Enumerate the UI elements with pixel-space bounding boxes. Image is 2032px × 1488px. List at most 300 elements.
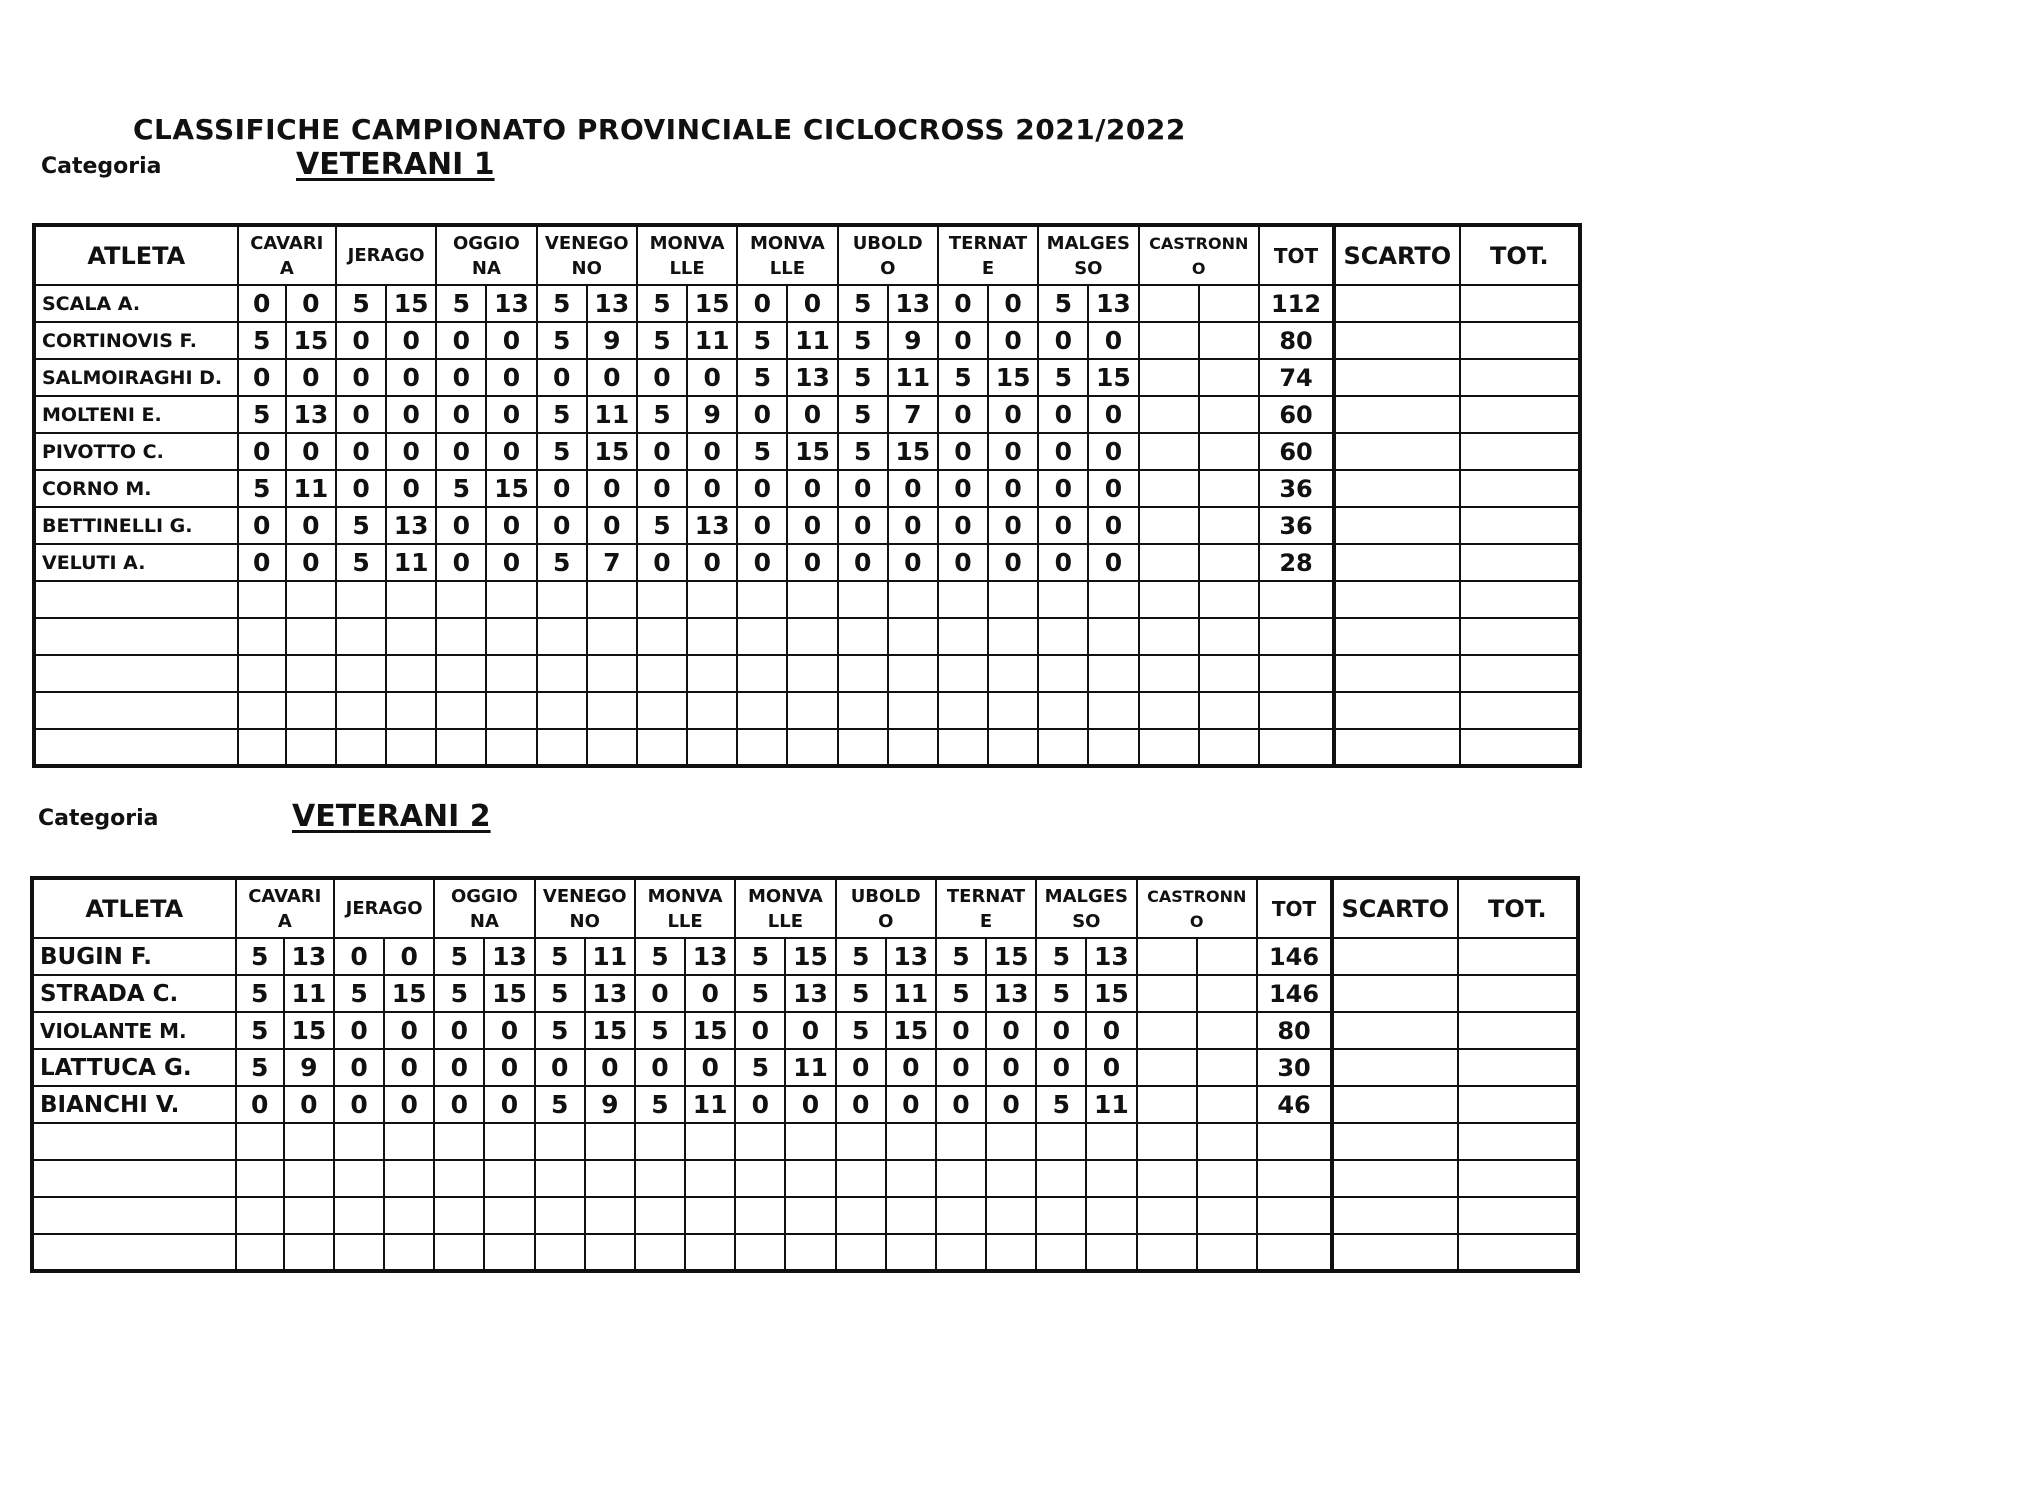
score-cell: 0 [635,1049,685,1086]
header-race-line: JERAGO [347,245,425,266]
score-cell: 5 [535,1012,585,1049]
score-cell: 5 [436,285,486,322]
score-cell: 5 [1036,975,1086,1012]
empty-cell [787,618,837,655]
final-total-cell [1460,396,1580,433]
empty-cell [1088,618,1138,655]
score-cell: 0 [1088,507,1138,544]
empty-cell [886,1160,936,1197]
header-race-line: OGGIO [450,885,518,907]
score-cell: 0 [1088,433,1138,470]
score-cell: 0 [336,322,386,359]
empty-cell [936,1160,986,1197]
score-cell: 0 [838,507,888,544]
score-cell: 0 [1088,322,1138,359]
header-race-1 [236,878,334,938]
score-cell: 0 [787,507,837,544]
empty-cell [838,655,888,692]
empty-row [34,581,1580,618]
score-cell-empty [1139,359,1199,396]
score-cell: 0 [587,359,637,396]
score-cell: 13 [486,285,536,322]
score-cell: 0 [687,433,737,470]
athlete-name: VELUTI A. [34,544,238,581]
empty-row [32,1234,1578,1271]
score-cell: 5 [1036,938,1086,975]
score-cell: 0 [787,544,837,581]
score-cell-empty [1199,396,1259,433]
scarto-cell [1334,285,1459,322]
score-cell: 5 [637,396,687,433]
score-cell: 0 [286,507,336,544]
score-cell: 5 [936,938,986,975]
score-cell: 0 [238,507,286,544]
score-cell: 5 [635,1012,685,1049]
empty-cell [436,729,486,766]
empty-cell [32,1160,236,1197]
athlete-name: VIOLANTE M. [32,1012,236,1049]
empty-cell [585,1123,635,1160]
score-cell: 0 [986,1049,1036,1086]
header-atleta: ATLETA [34,225,238,285]
score-cell: 0 [787,470,837,507]
scarto-cell [1332,1049,1457,1086]
score-cell: 0 [938,507,988,544]
score-cell: 5 [236,975,284,1012]
score-cell-empty [1139,285,1199,322]
empty-cell [1088,729,1138,766]
empty-cell [1334,618,1459,655]
empty-cell [486,618,536,655]
score-cell: 5 [838,285,888,322]
score-cell: 0 [334,938,384,975]
empty-cell [1139,729,1199,766]
score-cell: 0 [334,1049,384,1086]
score-cell: 7 [888,396,938,433]
empty-cell [888,655,938,692]
empty-cell [386,729,436,766]
empty-cell [286,692,336,729]
empty-cell [1086,1197,1136,1234]
score-cell: 0 [334,1012,384,1049]
athlete-name: BETTINELLI G. [34,507,238,544]
empty-cell [384,1197,434,1234]
table-row [34,470,1580,507]
empty-cell [537,581,587,618]
empty-cell [1199,618,1259,655]
empty-cell [1038,618,1088,655]
score-cell: 0 [787,396,837,433]
score-cell: 0 [286,433,336,470]
score-cell: 0 [988,433,1038,470]
score-cell: 13 [685,938,735,975]
score-cell: 11 [886,975,936,1012]
score-cell-empty [1139,396,1199,433]
scarto-cell [1332,975,1457,1012]
score-cell: 0 [238,544,286,581]
score-cell: 0 [486,322,536,359]
empty-cell [687,618,737,655]
header-race-line: LLE [669,257,705,279]
score-cell: 13 [886,938,936,975]
empty-cell [34,618,238,655]
empty-cell [888,618,938,655]
empty-cell [1199,581,1259,618]
score-cell: 0 [436,396,486,433]
scarto-cell [1334,433,1459,470]
score-cell: 5 [838,433,888,470]
score-cell: 0 [836,1049,886,1086]
empty-cell [737,581,787,618]
score-cell: 5 [1038,359,1088,396]
header-race-10 [1139,225,1259,285]
score-cell: 0 [687,544,737,581]
score-cell: 5 [737,322,787,359]
score-cell-empty [1199,359,1259,396]
score-cell: 15 [986,938,1036,975]
empty-cell [1038,581,1088,618]
table-row [34,322,1580,359]
scarto-cell [1334,544,1459,581]
score-cell-empty [1137,1012,1197,1049]
empty-cell [1088,692,1138,729]
score-cell: 0 [486,544,536,581]
empty-cell [1199,692,1259,729]
empty-cell [238,729,286,766]
empty-cell [1259,581,1334,618]
scarto-cell [1332,938,1457,975]
score-cell-empty [1199,285,1259,322]
score-cell: 0 [484,1086,534,1123]
header-race-line: UBOLD [852,232,923,254]
empty-cell [938,581,988,618]
empty-cell [836,1234,886,1271]
empty-cell [1199,655,1259,692]
empty-cell [236,1160,284,1197]
score-cell: 0 [735,1012,785,1049]
score-cell: 0 [735,1086,785,1123]
empty-cell [637,655,687,692]
score-cell: 11 [785,1049,835,1086]
veterani-2-table [30,876,1580,1273]
empty-cell [434,1234,484,1271]
total-cell: 112 [1259,285,1334,322]
empty-cell [486,692,536,729]
header-race-line: SO [1074,257,1103,279]
score-cell: 0 [1038,507,1088,544]
score-cell: 5 [637,507,687,544]
empty-cell [386,692,436,729]
score-cell: 0 [1038,433,1088,470]
empty-cell [284,1234,334,1271]
header-race-1 [238,225,336,285]
empty-cell [384,1234,434,1271]
score-cell: 5 [537,285,587,322]
score-cell: 0 [486,507,536,544]
score-cell: 5 [537,433,587,470]
empty-cell [1197,1197,1257,1234]
empty-cell [1257,1234,1332,1271]
empty-cell [687,581,737,618]
score-cell: 0 [1086,1049,1136,1086]
header-race-line: NA [469,910,499,932]
empty-cell [535,1197,585,1234]
empty-cell [785,1234,835,1271]
empty-cell [284,1160,334,1197]
empty-cell [1259,618,1334,655]
empty-cell [436,618,486,655]
table-row [32,975,1578,1012]
empty-row [34,618,1580,655]
empty-cell [587,581,637,618]
score-cell: 5 [938,359,988,396]
score-cell: 0 [637,433,687,470]
header-race-line: JERAGO [345,898,423,919]
header-race-line: TERNAT [946,885,1026,907]
empty-cell [1460,655,1580,692]
score-cell: 0 [238,359,286,396]
score-cell: 15 [1088,359,1138,396]
final-total-cell [1458,1012,1578,1049]
empty-cell [535,1123,585,1160]
score-cell: 0 [737,285,787,322]
score-cell: 5 [238,396,286,433]
header-race-line: VENEGO [542,885,627,907]
score-cell: 0 [384,938,434,975]
empty-cell [936,1123,986,1160]
empty-cell [888,692,938,729]
empty-row [34,729,1580,766]
score-cell: 5 [1038,285,1088,322]
veterani-1-table [32,223,1582,768]
score-cell: 0 [936,1086,986,1123]
empty-cell [334,1160,384,1197]
total-cell: 146 [1257,975,1332,1012]
final-total-cell [1458,1049,1578,1086]
score-cell-empty [1199,544,1259,581]
empty-cell [1257,1160,1332,1197]
score-cell: 13 [888,285,938,322]
header-race-line: LLE [767,910,804,932]
empty-cell [386,581,436,618]
empty-cell [587,618,637,655]
empty-cell [1036,1160,1086,1197]
empty-row [34,655,1580,692]
score-cell: 0 [988,544,1038,581]
score-cell: 15 [284,1012,334,1049]
score-cell: 13 [585,975,635,1012]
empty-cell [637,581,687,618]
score-cell: 5 [434,938,484,975]
athlete-name: LATTUCA G. [32,1049,236,1086]
table-row [34,396,1580,433]
empty-cell [286,655,336,692]
score-cell: 0 [1038,322,1088,359]
empty-cell [1086,1123,1136,1160]
total-cell: 146 [1257,938,1332,975]
score-cell: 0 [436,433,486,470]
score-cell: 0 [1038,544,1088,581]
score-cell: 0 [687,359,737,396]
empty-cell [484,1160,534,1197]
table-row [34,433,1580,470]
score-cell: 5 [737,359,787,396]
empty-cell [687,692,737,729]
header-race-line: NO [571,257,602,279]
score-cell: 13 [386,507,436,544]
athlete-name: MOLTENI E. [34,396,238,433]
score-cell: 0 [986,1086,1036,1123]
score-cell: 9 [687,396,737,433]
empty-cell [787,692,837,729]
score-cell: 11 [286,470,336,507]
score-cell: 13 [1086,938,1136,975]
header-race-line: O [880,257,896,279]
score-cell: 0 [436,507,486,544]
table-row [34,359,1580,396]
score-cell-empty [1139,507,1199,544]
total-cell: 28 [1259,544,1334,581]
score-cell: 5 [737,433,787,470]
empty-cell [1036,1123,1086,1160]
empty-cell [787,655,837,692]
header-race-line: A [277,910,292,932]
scarto-cell [1334,396,1459,433]
score-cell: 5 [535,938,585,975]
athlete-name: CORTINOVIS F. [34,322,238,359]
score-cell: 15 [286,322,336,359]
header-race-line: CASTRONN [1147,886,1247,906]
score-cell: 0 [938,470,988,507]
score-cell: 0 [537,470,587,507]
empty-cell [286,729,336,766]
score-cell: 0 [1088,470,1138,507]
score-cell: 0 [486,433,536,470]
scarto-cell [1334,322,1459,359]
empty-row [34,692,1580,729]
score-cell: 0 [486,359,536,396]
score-cell: 0 [434,1049,484,1086]
score-cell: 15 [1086,975,1136,1012]
empty-cell [334,1234,384,1271]
empty-cell [986,1123,1036,1160]
header-scarto: SCARTO [1332,878,1457,938]
score-cell: 0 [888,544,938,581]
empty-cell [637,729,687,766]
empty-cell [436,581,486,618]
empty-cell [334,1123,384,1160]
empty-cell [484,1123,534,1160]
score-cell: 0 [386,470,436,507]
score-cell: 0 [836,1086,886,1123]
score-cell: 15 [585,1012,635,1049]
score-cell: 5 [537,396,587,433]
score-cell: 5 [838,396,888,433]
empty-cell [635,1234,685,1271]
final-total-cell [1458,938,1578,975]
empty-cell [236,1234,284,1271]
empty-cell [535,1160,585,1197]
score-cell: 0 [936,1012,986,1049]
header-atleta: ATLETA [32,878,236,938]
empty-cell [1460,618,1580,655]
score-cell: 0 [384,1012,434,1049]
header-race-7 [838,225,938,285]
score-cell-empty [1137,975,1197,1012]
score-cell: 9 [888,322,938,359]
score-cell: 0 [386,359,436,396]
header-tot-final: TOT. [1458,878,1578,938]
empty-cell [936,1197,986,1234]
score-cell: 11 [685,1086,735,1123]
empty-cell [238,581,286,618]
score-cell: 15 [687,285,737,322]
score-cell: 0 [1088,396,1138,433]
score-cell-empty [1197,938,1257,975]
category-name-1: VETERANI 1 [296,147,495,182]
score-cell: 0 [737,544,787,581]
score-cell-empty [1137,1086,1197,1123]
score-cell: 5 [434,975,484,1012]
score-cell: 0 [787,285,837,322]
category-label-2: Categoria [38,806,159,831]
header-race-line: CAVARI [248,885,322,907]
empty-cell [886,1123,936,1160]
score-cell: 5 [735,1049,785,1086]
score-cell: 13 [785,975,835,1012]
score-cell-empty [1197,1012,1257,1049]
score-cell: 0 [886,1049,936,1086]
final-total-cell [1460,470,1580,507]
empty-cell [587,729,637,766]
athlete-name: BUGIN F. [32,938,236,975]
score-cell: 0 [286,544,336,581]
empty-cell [1139,581,1199,618]
header-scarto: SCARTO [1334,225,1459,285]
empty-cell [637,618,687,655]
score-cell: 0 [585,1049,635,1086]
header-race-10 [1137,878,1257,938]
empty-cell [735,1160,785,1197]
empty-cell [238,618,286,655]
score-cell: 5 [236,1049,284,1086]
score-cell: 0 [436,322,486,359]
empty-cell [938,729,988,766]
score-cell: 13 [787,359,837,396]
empty-cell [236,1123,284,1160]
total-cell: 46 [1257,1086,1332,1123]
empty-cell [988,692,1038,729]
score-cell: 0 [637,359,687,396]
total-cell: 80 [1259,322,1334,359]
athlete-name: STRADA C. [32,975,236,1012]
empty-cell [1334,581,1459,618]
empty-cell [238,655,286,692]
score-cell: 11 [386,544,436,581]
empty-cell [1139,618,1199,655]
empty-cell [635,1197,685,1234]
empty-cell [785,1123,835,1160]
score-cell: 5 [936,975,986,1012]
score-cell: 0 [436,359,486,396]
header-race-8 [938,225,1038,285]
empty-cell [787,729,837,766]
header-race-5 [635,878,735,938]
header-race-line: O [1189,911,1204,931]
score-cell: 0 [988,507,1038,544]
empty-cell [737,618,787,655]
score-cell: 0 [988,322,1038,359]
